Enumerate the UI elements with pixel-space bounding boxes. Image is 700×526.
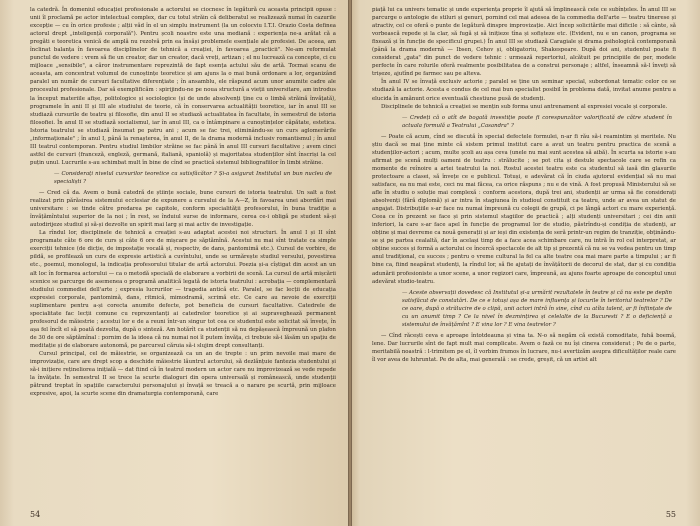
body-paragraph: — Cînd răcești ceva e aproape întotdeauna și vina ta. N-o să negăm că există comoditate, fuhă boemă, lene. Dar lucrurile sînt de fapt mult mai complicate. Avem o fază ce nu își cineva considerat ; Pe de o parte, meritabilă noastră : l-trimitem pe el, îl vorbim frumos în lucrare, nu-i avertizăm asupra dificultăților reale care îl vor avea de luhruntat. Pe de alta, mai generală : se crede, greșit, că un artist alt (372, 332, 676, 363)
page-number-right: 55 (665, 510, 676, 519)
body-paragraph: la catedră. În domeniul educației profesionale a actorului se ciocnesc în legătură cu aceasta principii opuse : unii îl proclamă pe actor intelectual complex, dar cu totul străin că deliberatul se realizează numai în cazurile excepție — cu în orice profesie ; alții văd în el un simplu instrument (la un colocviu I.T.I. Orazio Costa definea actorul drept „inteligență corporală"). Pentru școli noastre este una mediană : experiența ne-a arătat că a pregăti e teoretica venică de amplă nu rezolvă prin ea însăși problemele esențiale ale profesiei. De aceea, am înclinat balanța în favoarea disciplinelor de tehnică a creației, în favoarea „practicii". Ne-am reformulat punctul de vedere : vrem să fie un creator, dar un creator, dacă vreți, artizan ; el nu lucrează ca concepte, ci cu mijloace „sensibile", a căror instrumentare reprezintă de fapt esența actului său de artă. Tocmai scanu de aceasta, am concentrat volumul de cunoștințe teoretice și am ajuns la o mai bună ordonare a lor, organizând paralel un număr de cursuri facultative diferențiate ; în ansamblu, ele răspund acum unor anumite cadre ale procesului profesionale. Dar să exemplificăm : spirijindu-ne pe noua structură a vieții universitare, am introdus la început materiile afișe, politologice și sociologice (și de unde absolvenți ține cu o limbă străină învățată), programele în anii II și III ale studiului de teorie, că în conservarea actualității teoretice, iar în anul III se studiază cursurile de teatru și filosofie, din anul II se studiază actualitatea în facultate, în semestrul de istoria filosofiei. În anul II se studiază socialismul, iar în anul III, ca o întâmpinare a cunoștințelor căpătate, estetica. Istoria teatrului se studiază însumat pe patru ani ; acum se fac trei, eliminându-se un curs aglomerările „informaționale" ; în anul I, până la renașterea, în anul II, de la drama modernă inclusiv romantismul ; în anul III teatrul contemporan. Pentru studiul limbilor străine se fac până în anul III cursuri facultative ; avem cinci astfel de cursuri (franceză, engleză, germană, italiană, spaniolă) și majoritatea studenților sînt înscriși la cel puțin unul. Lucrurile s-au schimbat mult în bine de cînd se practică sistemul bibliografiilor în limbi străine. (30, 7, 336, 166)
right-page-text (372, 6, 676, 364)
body-paragraph: piață lui ca univers tematic și unde experiența proprie îl ajută să împlinească cele ce subînțeles. În anul III se parcurge o antologie de stiluri și genuri, pornind cel mai adesea de la commedia dell'arte — teatru tinerese și atractiv, cel ce oferă o punte de legătură dinspre improvizație. Aici încep solicitările mai dificile : să cânte, să vorbească repede și la clar, să fugă și să inițieze tîna și sofișteze etc. (Evident, nu e un canon, programa se fixează și în funcție de specificul grupei.) În anul III se studiază Caragiale și drama psihologică contemporană (până la drama modernă — Ibsen, Cehov și, obligatoriu, Shakespeare. După doi ani, studentul poate fi considerat „gata" din punct de vedere tehnic : urmează repertoriul, alcătuit pe principiile de per, modele perfecte în care rolurile oferă realmente posibilitatea de a construi personaje ; altfel, înseamnă să-l înveți să trișeze, ajutînd pe farmec sau pe alteva. (372, 7, 676, 78)
interview-question: — Aceste observații dovedesc că Institutul și-a urmărit rezultatele în teatre și că nu este pe deplin satisfăcut de constatări. De ce e totuși așa de mare influența și locurile în teritoriul teatrelor ? De ce oare, după o strălucire de o clipă, unii actori intră în sine, cînd cu atîta talent, ar fi înființate de cu un anumit timp ? Ce la nivel în dezmințirea și celelalte de la Bucuresti ? E o deficiență a sistemului de învățămînt ? E vina lor ? E vina teatrelor ? (402, 289, 672, 328)
book-gutter (348, 0, 352, 526)
page-number-left: 54 (30, 510, 41, 519)
body-paragraph: La rîndul lor, disciplinele de tehnică a creației s-au adaptat acestei noi structuri. În anul I și II sînt programate câte 6 ore de curs și câte 6 ore de mișcare pe săptămînă. Acestui nu mai sînt tratate ca simple exerciții tehnice (de dicție, de impostație vocală și, respectiv, de dans, pantomimă etc.). Cursul de vorbire, de pildă, se profilează un curs de expresie artistică a cuvîntului, unde se urmărește studiul versului, povestirea etc., poemul, monologul, la indicația profesorului titular de artă actorului. Poezia și-a cîștigat din acest an un alt loc în formarea actorului — ca o metodă specială de elaborare a vorbirii de scenă. La cursul de artă mișcării scenice se parcurge de asemenea o programă analitică legată de istoria teatrului : acrobația — complementară studiului commediei dell'arte ; expresia lucrurilor — tragedia antică etc. Paralel, se fac lecții de educația expresiei corporale, pantomimă, dans, ritmică, mimodramă, scrimă etc. Ce care au nevoie de exerciții suplimentare pentru a-și corecta anumite defecte, pot beneficia de cursuri facultative. Catedrele de specialitate fac lecții comune cu reprezentanți ai catedrelor teoretice și ai supraveghează permanent profesorul de măiestrie ; acestui lor e de a reuni într-un singur tot cea ce studentul este solicitat să învețe, în așa fel încît el să poată dezvolta, după o sinteză. Am hotărît ca studenții să nu depășească împreună un plafon de 30 de ore săptămînal : pornim de la ideea că nu numai noi îl putem învăța, ci trebuie să-i lăsăm un spațiu de meditație și de elaborare autonomă, pe parcursul căruia să-i slujim drept consultanți. (30, 230, 336, 349)
body-paragraph: Disciplinele de tehnică a creației se mențin sub forma unui antrenament al expresiei vocale și corporale. (381, 103, 668, 110)
body-paragraph: În anul IV se învață exclusiv actorie ; paralel se ține un seminar special, subordonat tematic celor ce se studiază la actorie. Acesta e condus de cel mai bun specialist posibil în problema dată, invitat anume pentru a elucida în amănunt orice eventuală chestiune pusă de studenți. (372, 79, 676, 102)
body-paragraph: — Poate că acum, cînd se discută în special defectele formulei, n-ar fi rău să-i reamintim și meritele. Nu știu dacă se mai ține minte că sistem primul institut care a avut un teatru pentru practica de scenă a studenților-actori ; acum, multe școli au așa ceva (unele nu mai sunt acestea să aibă). În scurta sa istorie s-au afirmat pe scenă mulți oameni de teatru : strălucite ; se pot cita și destule spectacole care se refin ca momente de reînoire a artei teatrului la noi. Rostul acestei teatru este ca studentul să iasă din glasurile protectoare a clasei, să învețe ce e publicul. Totuși, e adevărat că în ciuda ajutorul evidențial să nu mai satisface, ea nu mai este, ceci nu mai făcea, ca orice răspuns ; nu e de vină. A fost propusă Ministerului să se afle în studiu o soluție mai complexă : conform acestora, după trei ani, studenții ar urma să fie considerați absolvenți (fără diplomă) și ar intra în stagiunea în studioul constituit ca teatru, unde ar avea un statut de angajat. Distribuțiile s-ar face nu numai împreună cu colegii de grupă, ci pe lângă actori cu mare experiență. Ceea ce în prezent se face și prin sistemul stagiilor de practică ; alți studenți universitari ; cei din anii inferiori, la care s-ar face apel în funcție de programul lor de studio, păstrîndu-și condiția de studenți, ar obține și mai devreme ca nouă generații și ar ieși din existența de seră printr-un regim de tranziție, obținându-se și pe partea cealaltă, dar în același timp de a face acea schimbare care, nu intră în rol cel interpretat, ar obține succes și formă a actorului ce încercă spectacole de alt tip și prezentă că nu se va vedea pentru un timp anul tradițional, cu succes ; pentru o vreme cultural la fel ca alte teatre cea mai mare parte a timpului ; ar fi bine ca, fiind neapărat studenți, la rîndul lor, să fie ajutați de învățătorii de decorul de stat, dar și cu condiția adunării profesioniste a unor scene, a unor regizori care, împreună, au ajuns foarte aproape de conceptul unui adevărat studio-teatru. (372, 133, 676, 285)
interview-question: — Credeți că o atît de bogată investiție poate fi corespunzător valorificată de către student în actuala formulă a Teatrului „Casandra" ? (402, 114, 672, 129)
interview-question: — Considerați nivelul cursurilor teoretice ca satisfăcător ? Și-a asigurat Institutul un bun nucleu de specialiști ? (54, 170, 332, 185)
body-paragraph: Cursul principal, cel de măiestrie, se organizează ca un an de trepte : un prim nevoile mai mare de improvizație, care are drept scop a deschide măiestrie lăuntrul actorului, să dezlănțuie fantezia studentului și să-i inițiere rețineliorea inițială — dat fiind că în teatrul modern un actor care nu improvizează se vede repede la învățate. În semestrul II se trece la scurte dialoguri din opera universală și românească, unde studenții pătrund treptat în spațiile caracterului personajului și învață se treacă a o narare pe scurtă, prin mijloace expresive, apoi, la scurte scene din dramaturgia contemporană, care (30, 350, 336, 398)
right-page (350, 0, 700, 526)
left-page-text (30, 6, 336, 398)
body-paragraph: — Cred că da. Avem o bună catedră de științe sociale, bune cursuri de istoria teatrului. Un salt a fost realizat prin părăsirea sistemului ecclesiar de expunere a cursului de la A—Z, în favoarea unei abordări mai universitare : se tinde către predarea pe capitole, conform specialității profesorului, în buna tradiție a învățămîntului superior de la noi ; în rest, se înduiul surse de informare, cerea ce-i obligă pe student să-și autodirijeze studiul și să-și dezvolte un spirit mai larg și mai activ de investigație. (30, 190, 336, 229)
